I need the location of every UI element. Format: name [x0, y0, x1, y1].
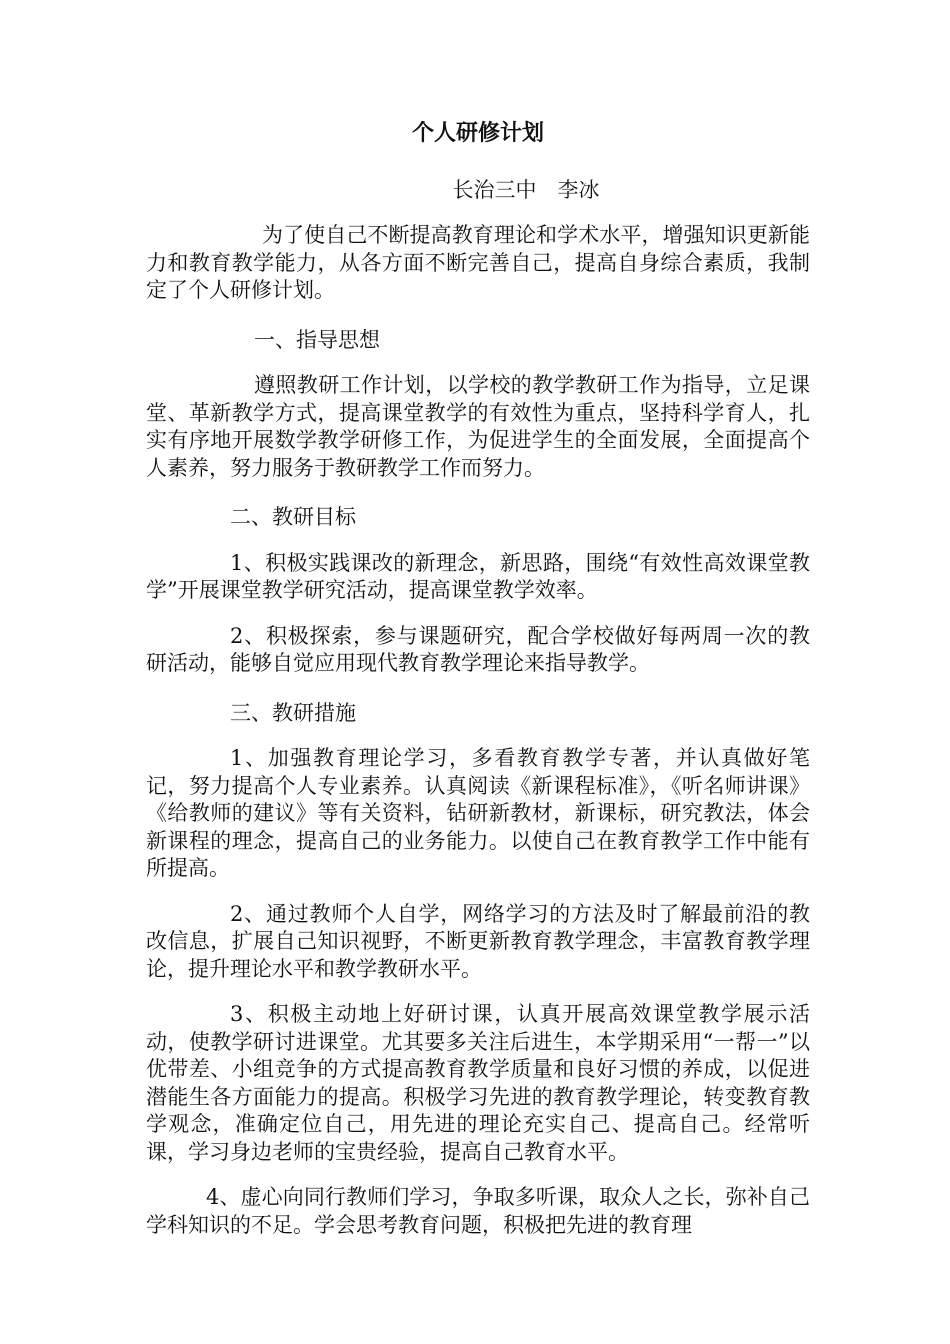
research-goal-item: 2、积极探索，参与课题研究，配合学校做好每两周一次的教研活动，能够自觉应用现代教育教学理论来指导教学。	[146, 623, 810, 675]
section-body-guiding-thought: 遵照教研工作计划，以学校的教学教研工作为指导，立足课堂、革新教学方式，提高课堂教学的有效性为重点，坚持科学育人，扎实有序地开展数学教学研修工作，为促进学生的全面发展，全面提高个人素养，努力服务于教研教学工作而努力。	[146, 373, 810, 480]
research-goal-item: 1、积极实践课改的新理念，新思路，围绕“有效性高效课堂教学”开展课堂教学研究活动，提高课堂教学效率。	[146, 550, 810, 602]
research-measure-item: 3、积极主动地上好研讨课，认真开展高效课堂教学展示活动，使教学研讨进课堂。尤其要多关注后进生，本学期采用“一帮一”以优带差、小组竞争的方式提高教育教学质量和良好习惯的养成，以促进潜能生各方面能力的提高。积极学习先进的教育教学理论，转变教育教学观念，准确定位自己，用先进的理论充实自己、提高自己。经常听课，学习身边老师的宝贵经验，提高自己教育水平。	[146, 1002, 810, 1164]
research-measure-item: 1、加强教育理论学习，多看教育教学专著，并认真做好笔记，努力提高个人专业素养。认真阅读《新课程标准》，《听名师讲课》《给教师的建议》等有关资料，钻研新教材，新课标，研究教法，体会新课程的理念，提高自己的业务能力。以使自己在教育教学工作中能有所提高。	[146, 746, 810, 880]
research-measure-item: 2、通过教师个人自学，网络学习的方法及时了解最前沿的教改信息，扩展自己知识视野，不断更新教育教学理念，丰富教育教学理论，提升理论水平和教学教研水平。	[146, 901, 810, 981]
section-heading-research-measures: 三、教研措施	[230, 700, 356, 725]
section-heading-guiding-thought: 一、指导思想	[254, 327, 380, 352]
research-measure-item: 4、虚心向同行教师们学习，争取多听课，取众人之长，弥补自己学科知识的不足。学会思考教育问题，积极把先进的教育理	[146, 1185, 810, 1237]
document-title: 个人研修计划	[411, 120, 544, 146]
document-author: 长治三中 李冰	[452, 178, 600, 202]
section-heading-research-goals: 二、教研目标	[230, 505, 356, 529]
intro-paragraph: 为了使自己不断提高教育理论和学术水平，增强知识更新能力和教育教学能力，从各方面不断完善自己，提高自身综合素质，我制定了个人研修计划。	[146, 223, 810, 302]
document-page	[146, 118, 810, 1239]
